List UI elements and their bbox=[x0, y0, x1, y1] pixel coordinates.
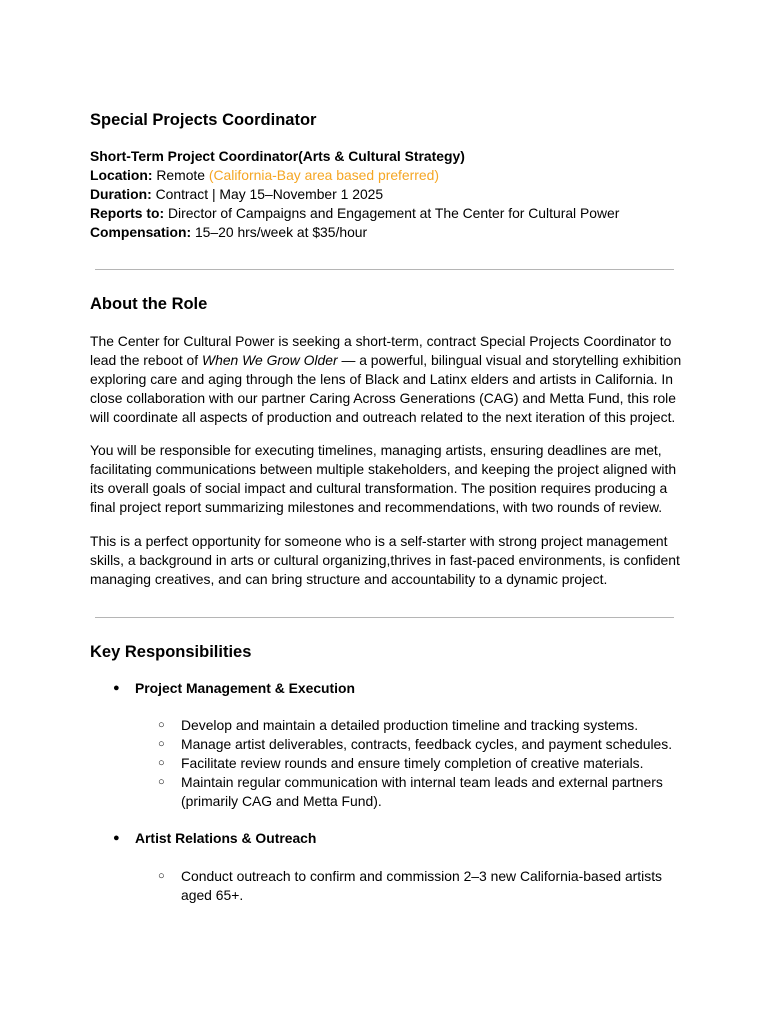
compensation-label: Compensation: bbox=[90, 224, 192, 240]
group-title: Artist Relations & Outreach bbox=[135, 830, 317, 846]
list-item bbox=[113, 679, 355, 698]
duration-row bbox=[90, 185, 619, 204]
paragraph-line bbox=[90, 351, 690, 370]
circle-bullet-icon: ○ bbox=[158, 719, 165, 731]
paragraph-line: close collaboration with our partner Caring Across Generations (CAG) and Metta Fund, this role bbox=[90, 389, 676, 406]
paragraph-line: its overall goals of social impact and cultural transformation. The position requires producing a bbox=[90, 479, 668, 496]
list-item-text: Manage artist deliverables, contracts, feedback cycles, and payment schedules. bbox=[181, 736, 673, 752]
divider bbox=[95, 617, 674, 618]
paragraph-line: managing creatives, and can bring structure and accountability to a dynamic project. bbox=[90, 570, 608, 587]
paragraph-line: This is a perfect opportunity for someone who is a self-starter with strong project management bbox=[90, 533, 668, 549]
circle-bullet-icon: ○ bbox=[158, 757, 165, 769]
sub-list bbox=[158, 867, 662, 905]
compensation-value: 15–20 hrs/week at $35/hour bbox=[194, 224, 368, 240]
reports-label: Reports to: bbox=[90, 205, 165, 221]
divider bbox=[95, 269, 674, 270]
list-item-text: Develop and maintain a detailed production timeline and tracking systems. bbox=[181, 717, 639, 733]
list-item-text: (primarily CAG and Metta Fund). bbox=[181, 793, 382, 809]
reports-row bbox=[90, 204, 619, 223]
paragraph-text: lead the reboot of bbox=[90, 351, 202, 368]
about-paragraph-1 bbox=[90, 332, 690, 426]
about-paragraph-2 bbox=[90, 441, 690, 517]
paragraph-line: will coordinate all aspects of production and outreach related to the next iteration of this project. bbox=[90, 408, 676, 425]
bullet-icon: ● bbox=[113, 682, 120, 694]
bullet-icon: ● bbox=[113, 832, 120, 844]
list-item bbox=[158, 773, 672, 811]
sub-list bbox=[158, 716, 672, 811]
paragraph-text: — a powerful, bilingual visual and storytelling exhibition bbox=[337, 351, 682, 368]
duration-value: Contract | May 15–November 1 2025 bbox=[155, 186, 384, 202]
paragraph-line: facilitating communications between multiple stakeholders, and keeping the project aligned with bbox=[90, 460, 677, 477]
list-item bbox=[158, 754, 672, 773]
group-title: Project Management & Execution bbox=[135, 680, 355, 696]
list-item bbox=[113, 829, 316, 848]
reports-value: Director of Campaigns and Engagement at The Center for Cultural Power bbox=[167, 205, 620, 221]
list-item-text: Maintain regular communication with internal team leads and external partners bbox=[181, 774, 663, 790]
list-item bbox=[158, 867, 662, 905]
responsibilities-heading: Key Responsibilities bbox=[90, 643, 252, 661]
paragraph-line: skills, a background in arts or cultural organizing,thrives in fast-paced environments, is confident bbox=[90, 551, 680, 568]
list-item-text: Conduct outreach to confirm and commission 2–3 new California-based artists bbox=[181, 868, 663, 884]
paragraph-line: You will be responsible for executing timelines, managing artists, ensuring deadlines are met, bbox=[90, 442, 662, 458]
paragraph-line: The Center for Cultural Power is seeking a short-term, contract Special Projects Coordinator to bbox=[90, 333, 672, 349]
page-title: Special Projects Coordinator bbox=[90, 111, 317, 129]
location-row bbox=[90, 166, 619, 185]
paragraph-line: exploring care and aging through the lens of Black and Latinx elders and artists in California. In bbox=[90, 370, 673, 387]
compensation-row bbox=[90, 223, 619, 242]
location-note: (California-Bay area based preferred) bbox=[208, 167, 439, 183]
list-item bbox=[158, 716, 672, 735]
paragraph-line: final project report summarizing milestones and recommendations, with two rounds of review. bbox=[90, 498, 663, 515]
circle-bullet-icon: ○ bbox=[158, 870, 165, 882]
about-paragraph-3 bbox=[90, 532, 690, 589]
list-item-text: aged 65+. bbox=[181, 887, 244, 903]
location-value: Remote bbox=[156, 167, 206, 183]
circle-bullet-icon: ○ bbox=[158, 738, 165, 750]
about-heading: About the Role bbox=[90, 295, 208, 313]
list-item-text: Facilitate review rounds and ensure timely completion of creative materials. bbox=[181, 755, 644, 771]
list-item bbox=[158, 735, 672, 754]
circle-bullet-icon: ○ bbox=[158, 776, 165, 788]
duration-label: Duration: bbox=[90, 186, 152, 202]
job-meta bbox=[90, 147, 619, 242]
job-subtitle: Short-Term Project Coordinator(Arts & Cultural Strategy) bbox=[90, 148, 465, 164]
exhibition-title: When We Grow Older bbox=[201, 351, 338, 368]
location-label: Location: bbox=[90, 167, 153, 183]
